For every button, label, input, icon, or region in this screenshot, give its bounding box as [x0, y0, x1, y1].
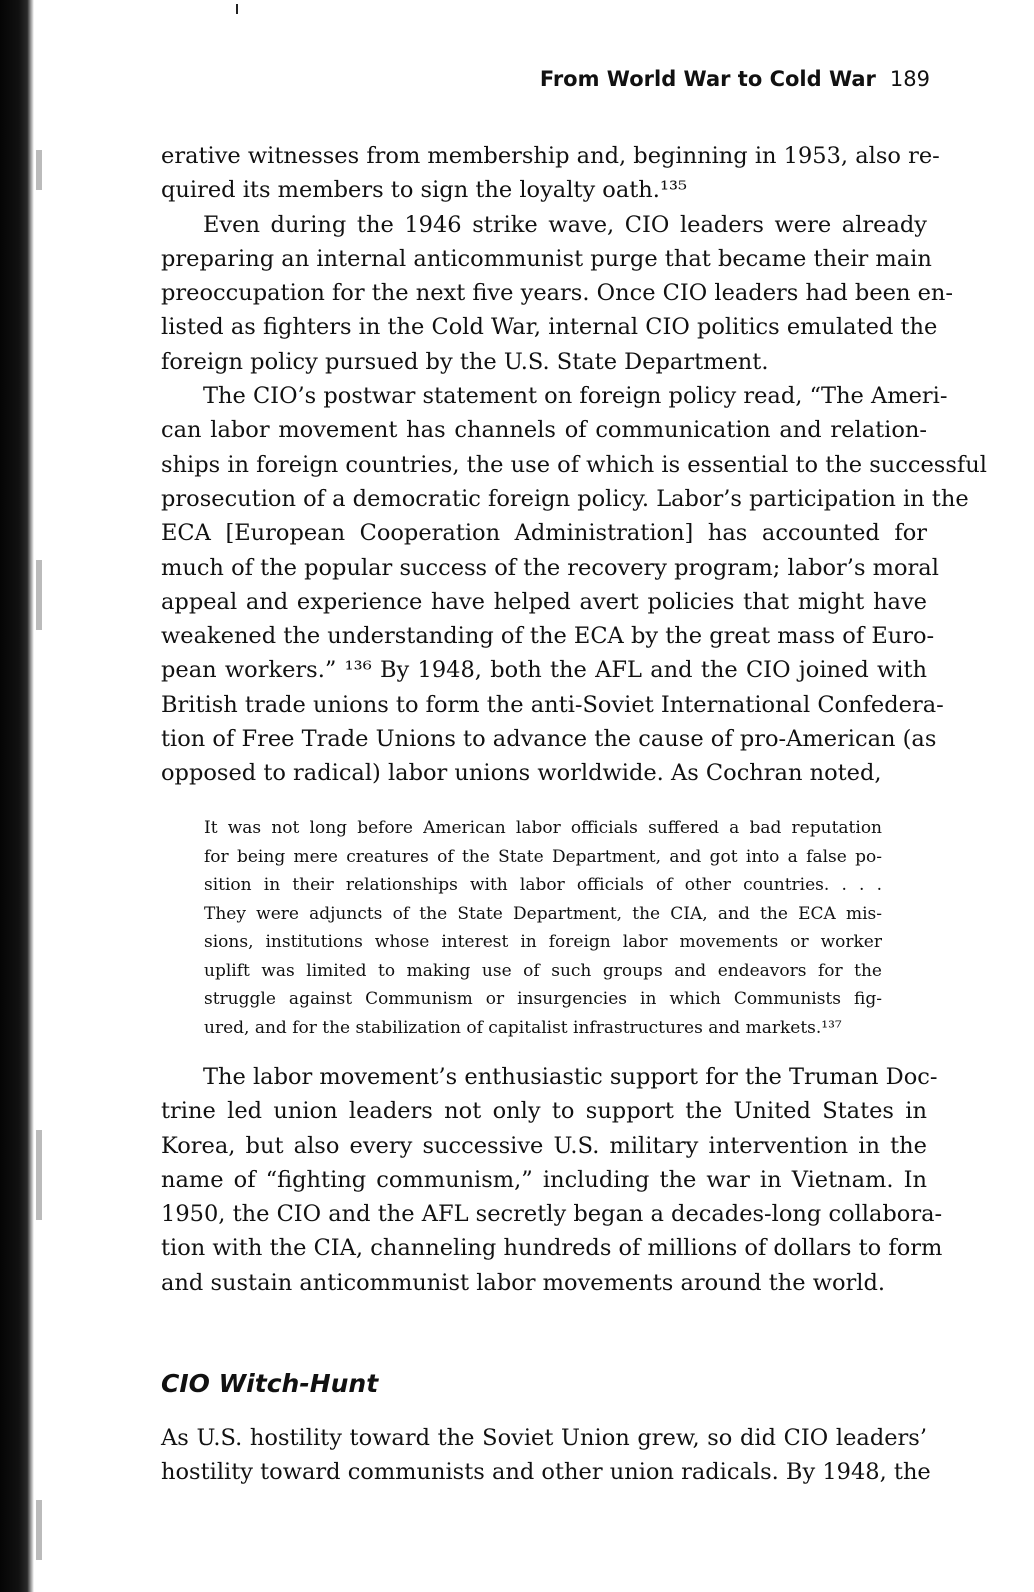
text-line: ECA [European Cooperation Administration] has accounted for [161, 520, 927, 547]
scan-speck [36, 150, 42, 190]
body-text-top [161, 139, 987, 791]
text-line: preparing an internal anticommunist purge that became their main [161, 245, 932, 272]
text-line: can labor movement has channels of communication and relation- [161, 417, 927, 444]
text-line: weakened the understanding of the ECA by the great mass of Euro- [161, 623, 935, 650]
text-line: tion with the CIA, channeling hundreds of millions of dollars to form [161, 1235, 943, 1262]
block-quote [204, 814, 882, 1042]
quote-line: struggle against Communism or insurgencies in which Communists fig- [204, 989, 882, 1009]
page-number: 189 [889, 67, 930, 91]
scan-speck [36, 1500, 42, 1560]
text-line: As U.S. hostility toward the Soviet Union grew, so did CIO leaders’ [161, 1425, 927, 1451]
section-heading: CIO Witch-Hunt [161, 1369, 379, 1398]
text-line: The labor movement’s enthusiastic support for the Truman Doc- [203, 1064, 938, 1090]
text-line: British trade unions to form the anti-Soviet International Confedera- [161, 691, 944, 718]
text-line: foreign policy pursued by the U.S. State Department. [161, 348, 769, 375]
text-line: preoccupation for the next five years. Once CIO leaders had been en- [161, 280, 954, 307]
text-line: Even during the 1946 strike wave, CIO leaders were already [203, 211, 927, 238]
scan-speck [36, 560, 42, 630]
quote-line: for being mere creatures of the State Department, and got into a false po- [204, 846, 882, 867]
text-line: and sustain anticommunist labor movements around the world. [161, 1269, 886, 1296]
text-line: quired its members to sign the loyalty oath.¹³⁵ [161, 177, 688, 204]
body-text-section [161, 1421, 931, 1490]
quote-line: It was not long before American labor officials suffered a bad reputation [204, 818, 882, 838]
text-line: hostility toward communists and other union radicals. By 1948, the [161, 1459, 931, 1486]
text-line: prosecution of a democratic foreign policy. Labor’s participation in the [161, 485, 969, 512]
running-head [500, 64, 930, 94]
text-line: The CIO’s postwar statement on foreign policy read, “The Ameri- [203, 383, 948, 410]
quote-line: sition in their relationships with labor officials of other countries. . . . [204, 875, 882, 895]
body-text-after-quote [161, 1060, 943, 1300]
scan-binding-edge [0, 0, 34, 1592]
quote-line: uplift was limited to making use of such groups and endeavors for the [204, 960, 882, 981]
text-line: opposed to radical) labor unions worldwide. As Cochran noted, [161, 760, 882, 787]
text-line: much of the popular success of the recovery program; labor’s moral [161, 554, 939, 581]
text-line: name of “fighting communism,” including the war in Vietnam. In [161, 1166, 927, 1193]
text-line: 1950, the CIO and the AFL secretly began a decades-long collabora- [161, 1201, 943, 1228]
text-line: listed as fighters in the Cold War, internal CIO politics emulated the [161, 314, 938, 341]
quote-line: sions, institutions whose interest in foreign labor movements or worker [204, 932, 882, 952]
text-line: appeal and experience have helped avert policies that might have [161, 588, 927, 615]
text-line: pean workers.” ¹³⁶ By 1948, both the AFL and the CIO joined with [161, 657, 927, 684]
text-line: trine led union leaders not only to support the United States in [161, 1098, 927, 1125]
text-line: erative witnesses from membership and, beginning in 1953, also re- [161, 143, 940, 169]
quote-line: ured, and for the stabilization of capitalist infrastructures and markets.¹³⁷ [204, 1017, 842, 1038]
running-head-title: From World War to Cold War [539, 67, 876, 91]
text-line: tion of Free Trade Unions to advance the cause of pro-American (as [161, 726, 937, 753]
text-line: Korea, but also every successive U.S. military intervention in the [161, 1132, 927, 1159]
scan-speck [36, 1130, 42, 1220]
scan-stray-mark [236, 4, 238, 14]
quote-line: They were adjuncts of the State Department, the CIA, and the ECA mis- [204, 903, 882, 924]
text-line: ships in foreign countries, the use of which is essential to the successful [161, 451, 987, 478]
